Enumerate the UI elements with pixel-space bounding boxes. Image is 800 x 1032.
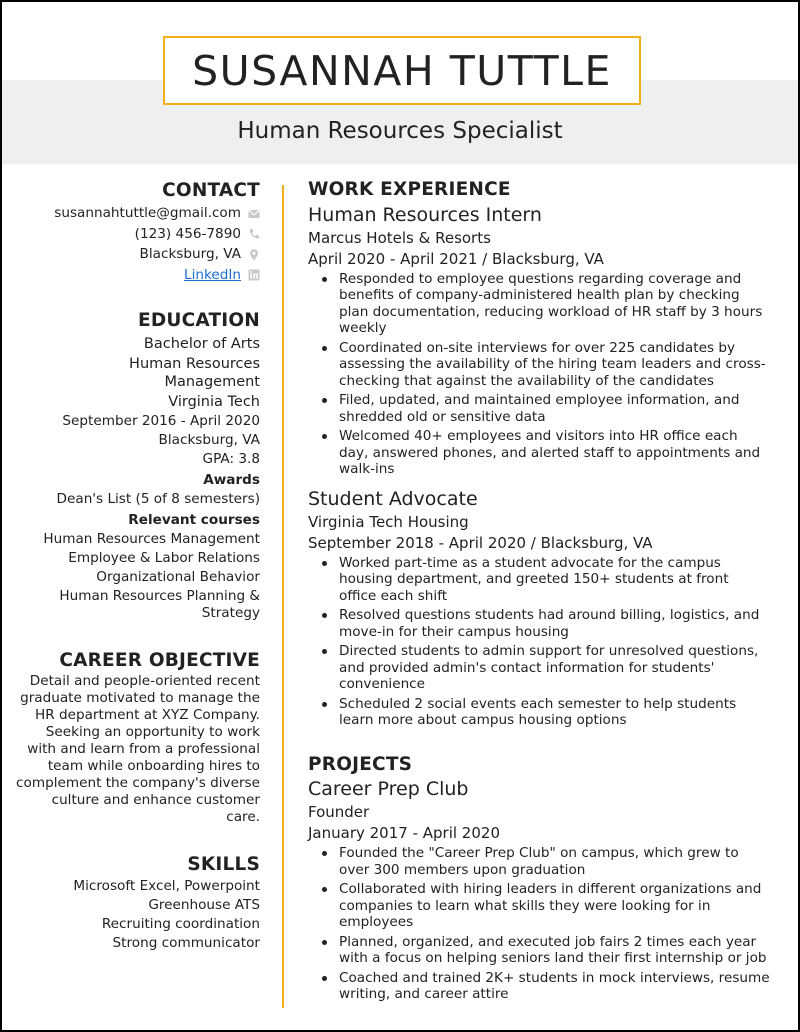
linkedin-icon — [248, 269, 260, 281]
objective-line: with and learn from a professional — [27, 740, 260, 757]
job-entry — [308, 204, 770, 478]
contact-phone: (123) 456-7890 — [134, 225, 241, 242]
name-box — [163, 36, 641, 105]
skill-item: Microsoft Excel, Powerpoint — [73, 877, 260, 894]
bullet-item: Planned, organized, and executed job fairs 2 times each year with a focus on helping seniors land their first internship or job — [308, 934, 770, 967]
objective-line: graduate motivated to manage the — [20, 689, 260, 706]
education-gpa: GPA: 3.8 — [202, 450, 260, 467]
job-organization: Marcus Hotels & Resorts — [308, 228, 491, 247]
bullet-item: Resolved questions students had around billing, logistics, and move-in for their campus housing — [308, 607, 770, 640]
contact-linkedin-line — [2, 267, 260, 284]
course-item: Human Resources Management — [43, 530, 260, 547]
candidate-name: SUSANNAH TUTTLE — [192, 46, 612, 95]
objective-line: complement the company's diverse — [16, 774, 260, 791]
skills-heading: SKILLS — [187, 853, 260, 875]
education-degree: Bachelor of Arts — [143, 335, 260, 352]
bullet-item: Founded the "Career Prep Club" on campus, which grew to over 300 members upon graduation — [308, 845, 770, 878]
job-bullets — [308, 271, 770, 478]
bullet-item: Scheduled 2 social events each semester to help students learn more about campus housing options — [308, 696, 770, 729]
job-dates-location: April 2020 - April 2021 / Blacksburg, VA — [308, 249, 604, 268]
bullet-item: Welcomed 40+ employees and visitors into HR office each day, answered phones, and alerted staff to appointments and walk-ins — [308, 428, 770, 478]
bullet-item: Worked part-time as a student advocate for the campus housing department, and greeted 150+ students at front office each shift — [308, 555, 770, 605]
course-item: Human Resources Planning & — [59, 587, 260, 604]
education-school: Virginia Tech — [168, 393, 260, 410]
education-dates: September 2016 - April 2020 — [62, 412, 260, 429]
bullet-item: Collaborated with hiring leaders in different organizations and companies to learn what skills they were looking for in employees — [308, 881, 770, 931]
skill-item: Recruiting coordination — [101, 915, 260, 932]
skill-item: Greenhouse ATS — [148, 896, 260, 913]
job-title: Human Resources Specialist — [237, 118, 563, 144]
objective-line: culture and enhance customer — [51, 791, 260, 808]
education-section — [2, 309, 260, 622]
job-organization: Virginia Tech Housing — [308, 512, 469, 531]
job-role: Student Advocate — [308, 487, 478, 510]
bullet-item: Filed, updated, and maintained employee information, and shredded old or sensitive data — [308, 392, 770, 425]
job-dates-location: September 2018 - April 2020 / Blacksburg, VA — [308, 533, 653, 552]
left-column — [2, 182, 260, 952]
projects-heading: PROJECTS — [308, 753, 413, 775]
phone-icon — [248, 228, 260, 240]
contact-phone-line — [2, 226, 260, 243]
objective-line: HR department at XYZ Company. — [34, 706, 260, 723]
contact-section — [2, 182, 260, 284]
work-experience-section — [308, 179, 770, 729]
skill-item: Strong communicator — [112, 934, 260, 951]
job-entry — [308, 488, 770, 729]
education-major-line-2: Management — [164, 373, 260, 390]
project-bullets — [308, 845, 770, 1003]
job-role: Human Resources Intern — [308, 203, 542, 226]
education-location: Blacksburg, VA — [158, 431, 260, 448]
award-item: Dean's List (5 of 8 semesters) — [56, 490, 260, 507]
education-heading: EDUCATION — [138, 309, 260, 331]
objective-line: Detail and people-oriented recent — [29, 672, 260, 689]
project-dates: January 2017 - April 2020 — [308, 824, 500, 842]
project-role: Founder — [308, 803, 370, 821]
objective-line: care. — [226, 808, 260, 825]
course-item: Organizational Behavior — [96, 568, 260, 585]
course-item-continued: Strategy — [201, 604, 260, 621]
linkedin-link[interactable]: LinkedIn — [184, 266, 241, 283]
bullet-item: Directed students to admin support for unresolved questions, and provided admin's contact information for students' convenience — [308, 643, 770, 693]
education-major-line-1: Human Resources — [129, 355, 260, 372]
contact-heading: CONTACT — [162, 180, 260, 201]
awards-heading: Awards — [203, 471, 260, 488]
contact-location-line — [2, 246, 260, 263]
column-divider — [282, 185, 284, 1008]
bullet-item: Coordinated on-site interviews for over 225 candidates by assessing the availability of the hiring team leaders and cross-checking that against the availability of the candidates — [308, 340, 770, 390]
job-bullets — [308, 555, 770, 729]
right-column — [308, 179, 770, 1006]
objective-line: team while onboarding hires to — [47, 757, 260, 774]
skills-section — [2, 853, 260, 952]
objective-section — [2, 649, 260, 826]
objective-text — [2, 673, 260, 826]
contact-email-line — [2, 205, 260, 222]
course-item: Employee & Labor Relations — [68, 549, 260, 566]
courses-heading: Relevant courses — [128, 511, 260, 528]
contact-email[interactable]: susannahtuttle@gmail.com — [54, 205, 241, 221]
bullet-item: Coached and trained 2K+ students in mock interviews, resume writing, and career attire — [308, 970, 770, 1003]
contact-location: Blacksburg, VA — [139, 246, 241, 262]
objective-line: Seeking an opportunity to work — [45, 723, 260, 740]
bullet-item: Responded to employee questions regarding coverage and benefits of company-administered health plan by checking plan documentation, reducing workload of HR staff by 3 hours weekly — [308, 271, 770, 337]
project-entry — [308, 778, 770, 1003]
map-pin-icon — [248, 249, 260, 261]
work-experience-heading: WORK EXPERIENCE — [308, 179, 511, 200]
envelope-icon — [248, 208, 260, 220]
objective-heading: CAREER OBJECTIVE — [59, 649, 260, 671]
project-name: Career Prep Club — [308, 778, 469, 800]
projects-section — [308, 753, 770, 1003]
